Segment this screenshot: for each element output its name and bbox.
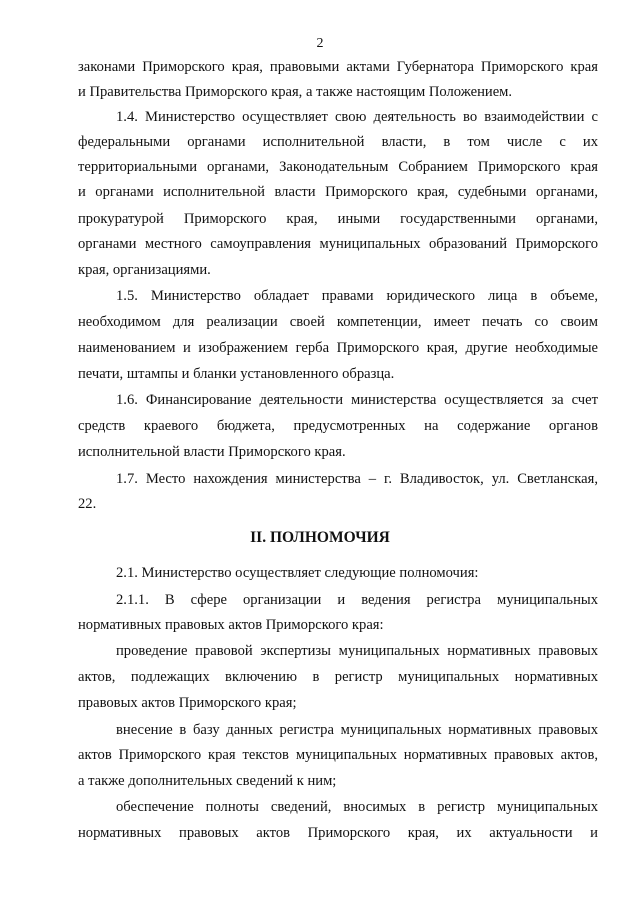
text-line: органами местного самоуправления муниципальных образований Приморского (78, 236, 598, 252)
paragraph-first-line: 1.4. Министерство осуществляет свою деятельность во взаимодействии с (116, 109, 598, 125)
paragraph-first-line: 2.1.1. В сфере организации и ведения регистра муниципальных (116, 592, 598, 608)
text-line: актов Приморского края текстов муниципальных нормативных правовых актов, (78, 747, 598, 763)
text-line: и Правительства Приморского края, а также настоящим Положением. (78, 84, 513, 100)
paragraph-first-line: 1.6. Финансирование деятельности министерства осуществляется за счет (116, 392, 598, 408)
text-line: нормативных правовых актов Приморского края: (78, 617, 384, 633)
text-line: нормативных правовых актов Приморского края, их актуальности и (78, 825, 598, 841)
text-line: 22. (78, 496, 97, 512)
text-line: а также дополнительных сведений к ним; (78, 773, 337, 789)
text-line: наименованием и изображением герба Приморского края, другие необходимые (78, 340, 598, 356)
text-line: правовых актов Приморского края; (78, 695, 297, 711)
text-line: печати, штампы и бланки установленного образца. (78, 366, 395, 382)
paragraph-first-line: 1.5. Министерство обладает правами юридического лица в объеме, (116, 288, 598, 304)
paragraph-first-line: внесение в базу данных регистра муниципальных нормативных правовых (116, 722, 598, 738)
text-line: необходимом для реализации своей компетенции, имеет печать со своим (78, 314, 598, 330)
text-line: исполнительной власти Приморского края. (78, 444, 346, 460)
text-line: законами Приморского края, правовыми актами Губернатора Приморского края (78, 59, 598, 75)
text-line: актов, подлежащих включению в регистр муниципальных нормативных (78, 669, 598, 685)
section-heading: II. ПОЛНОМОЧИЯ (250, 529, 390, 546)
text-line: и органами исполнительной власти Приморского края, судебными органами, (78, 184, 598, 200)
text-line: прокуратурой Приморского края, иными государственными органами, (78, 211, 598, 227)
text-line: федеральными органами исполнительной власти, в том числе с их (78, 134, 598, 150)
text-line: территориальными органами, Законодательным Собранием Приморского края (78, 159, 598, 175)
paragraph-first-line: 1.7. Место нахождения министерства – г. Владивосток, ул. Светланская, (116, 471, 598, 487)
page-number: 2 (316, 36, 324, 51)
paragraph-first-line: обеспечение полноты сведений, вносимых в регистр муниципальных (116, 799, 598, 815)
text-line: края, организациями. (78, 262, 211, 278)
paragraph-first-line: 2.1. Министерство осуществляет следующие полномочия: (116, 565, 479, 581)
paragraph-first-line: проведение правовой экспертизы муниципальных нормативных правовых (116, 643, 598, 659)
text-line: средств краевого бюджета, предусмотренных на содержание органов (78, 418, 598, 434)
